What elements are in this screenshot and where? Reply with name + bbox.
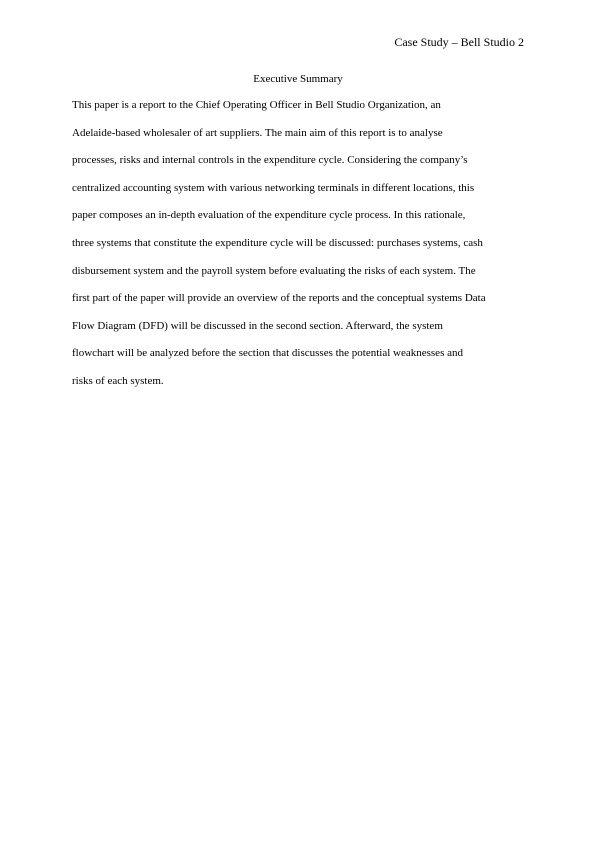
paragraph-line: paper composes an in-depth evaluation of the expenditure cycle process. In this rationale,	[72, 209, 466, 222]
running-head: Case Study – Bell Studio 2	[394, 35, 524, 49]
paragraph-line: risks of each system.	[72, 374, 164, 387]
section-title: Executive Summary	[253, 73, 343, 85]
paragraph-line: disbursement system and the payroll system before evaluating the risks of each system. The	[72, 264, 476, 277]
paragraph-line: three systems that constitute the expenditure cycle will be discussed: purchases systems, cash	[72, 236, 483, 249]
paragraph-line: This paper is a report to the Chief Operating Officer in Bell Studio Organization, an	[72, 99, 441, 111]
paragraph-line: first part of the paper will provide an overview of the reports and the conceptual systems Data	[72, 292, 486, 305]
paragraph-line: processes, risks and internal controls in the expenditure cycle. Considering the company’s	[72, 154, 468, 167]
paragraph-line: flowchart will be analyzed before the section that discusses the potential weaknesses and	[72, 347, 463, 360]
paragraph-line: Adelaide-based wholesaler of art suppliers. The main aim of this report is to analyse	[72, 126, 443, 139]
body-paragraph	[72, 98, 532, 402]
paragraph-line: centralized accounting system with various networking terminals in different locations, this	[72, 181, 475, 194]
paragraph-line: Flow Diagram (DFD) will be discussed in the second section. Afterward, the system	[72, 319, 443, 332]
